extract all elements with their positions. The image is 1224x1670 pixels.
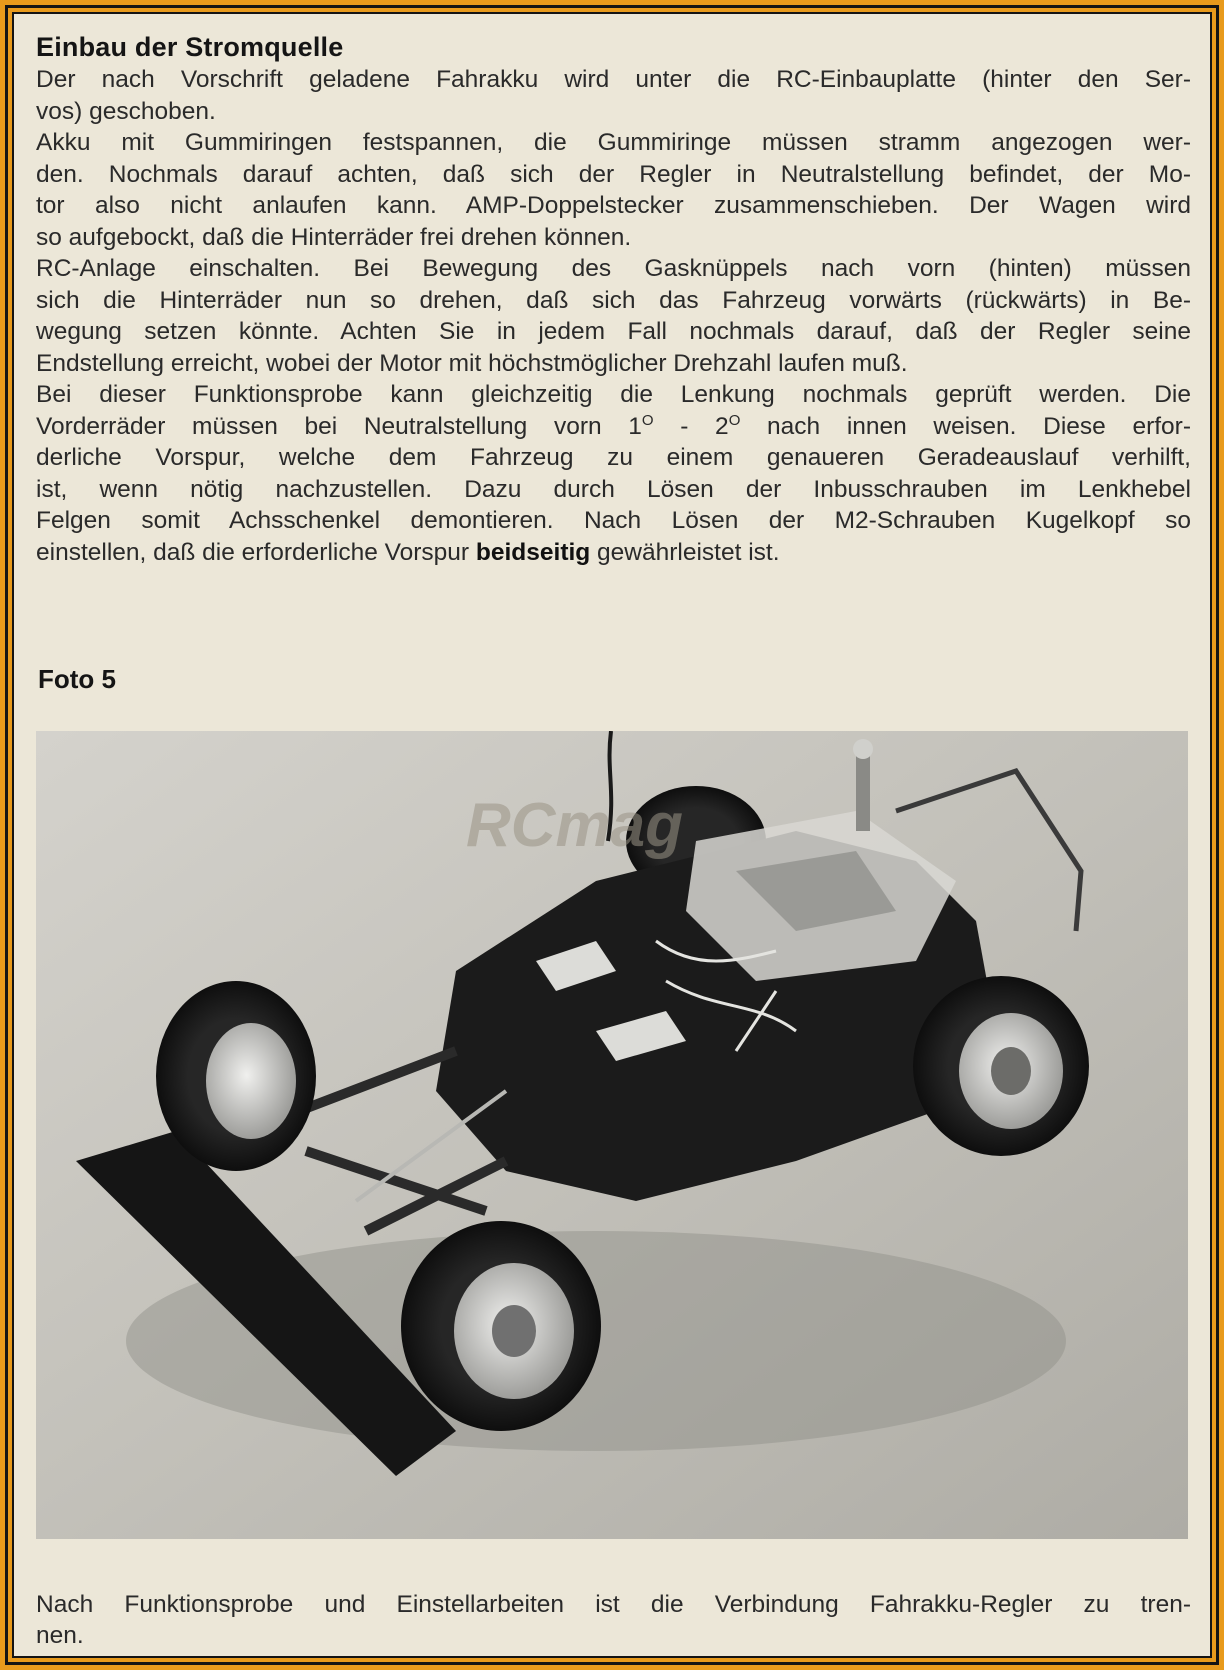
watermark-logo: RCmag — [466, 791, 684, 860]
text-line: tor also nicht anlaufen kann. AMP-Doppelstecker zusammenschieben. Der Wagen wird — [36, 192, 1191, 219]
degree-mark: O — [641, 411, 654, 429]
frame-border — [5, 5, 1219, 1665]
text-line: so aufgebockt, daß die Hinterräder frei drehen können. — [36, 223, 632, 251]
front-left-rim — [206, 1023, 296, 1139]
text-line: sich die Hinterräder nun so drehen, daß sich das Fahrzeug vorwärts (rückwärts) in Be- — [36, 286, 1191, 314]
text-fragment: nach innen weisen. Diese erfor- — [740, 412, 1191, 440]
text-line: Akku mit Gummiringen festspannen, die Gummiringe müssen stramm angezogen wer- — [36, 129, 1191, 156]
text-line: RC-Anlage einschalten. Bei Bewegung des Gasknüppels nach vorn (hinten) müssen — [36, 255, 1191, 282]
rear-hub — [991, 1047, 1031, 1095]
scanned-page — [12, 12, 1212, 1658]
front-hub — [492, 1305, 536, 1357]
text-line-with-degrees — [36, 411, 1191, 443]
text-line: derliche Vorspur, welche dem Fahrzeug zu einem genaueren Geradeauslauf verhilft, — [36, 444, 1191, 471]
rc-car-illustration — [36, 731, 1188, 1539]
text-fragment: einstellen, daß die erforderliche Vorspur — [36, 538, 476, 566]
text-line: Endstellung erreicht, wobei der Motor mit höchstmöglicher Drehzahl laufen muß. — [36, 349, 908, 377]
servo-cap — [853, 739, 873, 759]
text-line: Der nach Vorschrift geladene Fahrakku wird unter die RC-Einbauplatte (hinter den Ser- — [36, 66, 1191, 93]
photo-caption — [36, 1589, 1191, 1651]
emphasis-word: beidseitig — [475, 538, 591, 566]
text-line: ist, wenn nötig nachzustellen. Dazu durch Lösen der Inbusschrauben im Lenkhebel — [36, 475, 1191, 503]
photo-label: Foto 5 — [38, 664, 116, 694]
text-line: Bei dieser Funktionsprobe kann gleichzeitig die Lenkung nochmals geprüft werden. Die — [36, 381, 1191, 408]
text-line: wegung setzen könnte. Achten Sie in jedem Fall nochmals darauf, daß der Regler seine — [36, 318, 1191, 345]
text-line-with-bold — [36, 537, 1191, 569]
caption-line: nen. — [36, 1622, 84, 1649]
text-line: den. Nochmals darauf achten, daß sich der Regler in Neutralstellung befindet, der Mo- — [36, 160, 1191, 188]
text-fragment: Vorderräder müssen bei Neutralstellung vorn 1 — [36, 412, 642, 440]
photo-rc-car — [36, 731, 1188, 1539]
text-fragment: gewährleistet ist. — [590, 538, 780, 566]
text-fragment: - 2 — [653, 412, 729, 440]
section-heading: Einbau der Stromquelle — [36, 32, 344, 62]
degree-mark: O — [728, 411, 741, 429]
caption-line: Nach Funktionsprobe und Einstellarbeiten ist die Verbindung Fahrakku-Regler zu tren- — [36, 1591, 1191, 1618]
text-line: vos) geschoben. — [36, 97, 216, 125]
text-line: Felgen somit Achsschenkel demontieren. Nach Lösen der M2-Schrauben Kugelkopf so — [36, 507, 1191, 534]
body-text — [36, 64, 1191, 568]
servo-post — [856, 751, 870, 831]
